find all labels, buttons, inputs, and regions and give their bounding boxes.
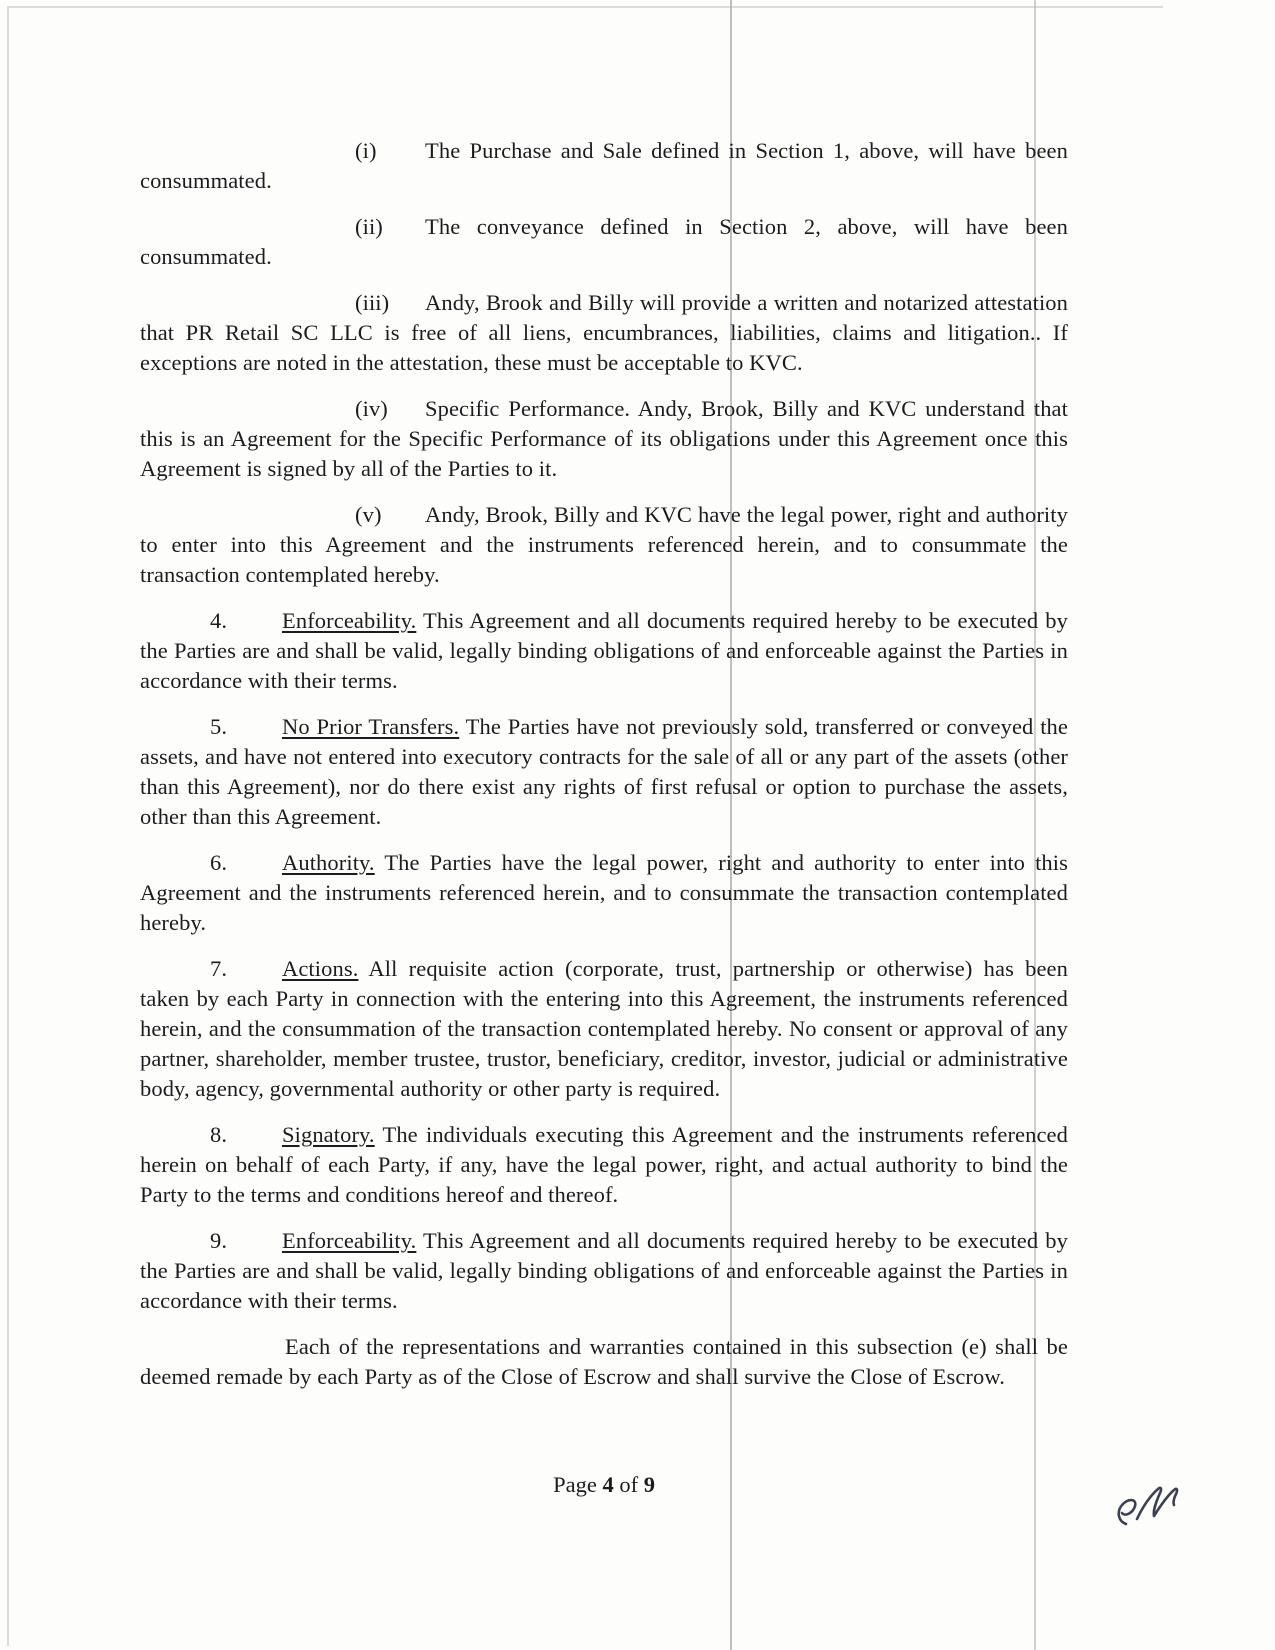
- paragraph-text: Specific Performance. Andy, Brook, Billy and KVC understand that this is an Agreement for the Specific Performance of its obligations under this Agreement once this Agreement is signed by all of the Parties to it.: [140, 396, 1068, 481]
- paragraph-heading: Actions.: [282, 956, 359, 981]
- paragraph-text: The Parties have the legal power, right and authority to enter into this Agreement and the instruments referenced herein, and to consummate the transaction contemplated hereby.: [140, 850, 1068, 935]
- paragraph: [140, 1120, 1068, 1210]
- paragraph-label: 6.: [210, 850, 228, 875]
- paragraph-heading: Authority.: [282, 850, 375, 875]
- footer-total-pages: 9: [643, 1472, 655, 1497]
- paragraph-label: (i): [355, 138, 377, 163]
- paragraph-label: 7.: [210, 956, 228, 981]
- handwritten-initials: [1110, 1480, 1192, 1540]
- paragraph-text: Andy, Brook and Billy will provide a written and notarized attestation that PR Retail SC LLC is free of all liens, encumbrances, liabilities, claims and litigation.. If exceptions are noted in the attestation, these must be acceptable to KVC.: [140, 290, 1068, 375]
- paragraph: [140, 288, 1068, 378]
- paragraph-label: 8.: [210, 1122, 228, 1147]
- paragraph-text: The Purchase and Sale defined in Section 1, above, will have been consummated.: [140, 138, 1068, 193]
- paragraph-text: This Agreement and all documents required hereby to be executed by the Parties are and shall be valid, legally binding obligations of and enforceable against the Parties in accordance with their terms.: [140, 608, 1068, 693]
- paragraph-label: 9.: [210, 1228, 228, 1253]
- paragraph: [140, 500, 1068, 590]
- paragraph: [140, 212, 1068, 272]
- scan-edge-left: [7, 6, 9, 1646]
- paragraph-label: (v): [355, 502, 382, 527]
- paragraph-label: (iii): [355, 290, 390, 315]
- paragraph-label: 5.: [210, 714, 228, 739]
- document-body: [140, 136, 1068, 1408]
- paragraph-heading: Enforceability.: [282, 608, 417, 633]
- footer-page-number: 4: [602, 1472, 614, 1497]
- paragraph-text: The Parties have not previously sold, transferred or conveyed the assets, and have not entered into executory contracts for the sale of all or any part of the assets (other than this Agreement), nor do there exist any rights of first refusal or option to purchase the assets, other than this Agreement.: [140, 714, 1068, 829]
- paragraph: [140, 136, 1068, 196]
- paragraph-text: All requisite action (corporate, trust, partnership or otherwise) has been taken by each Party in connection with the entering into this Agreement, the instruments referenced herein, and the consummation of the transaction contemplated hereby. No consent or approval of any partner, shareholder, member trustee, trustor, beneficiary, creditor, investor, judicial or administrative body, agency, governmental authority or other party is required.: [140, 956, 1068, 1101]
- footer-of-label: of: [613, 1472, 644, 1497]
- paragraph-label: (iv): [355, 396, 388, 421]
- footer-page-label: Page: [553, 1472, 603, 1497]
- scan-edge-top: [8, 6, 1163, 8]
- paragraph: [140, 1226, 1068, 1316]
- paragraph: [140, 954, 1068, 1104]
- paragraph-text: The individuals executing this Agreement and the instruments referenced herein on behalf of each Party, if any, have the legal power, right, and actual authority to bind the Party to the terms and conditions hereof and thereof.: [140, 1122, 1068, 1207]
- paragraph: [140, 712, 1068, 832]
- paragraph-text: Each of the representations and warranties contained in this subsection (e) shall be deemed remade by each Party as of the Close of Escrow and shall survive the Close of Escrow.: [140, 1334, 1068, 1389]
- paragraph-text: Andy, Brook, Billy and KVC have the legal power, right and authority to enter into this Agreement and the instruments referenced herein, and to consummate the transaction contemplated hereby.: [140, 502, 1068, 587]
- paragraph-text: This Agreement and all documents required hereby to be executed by the Parties are and shall be valid, legally binding obligations of and enforceable against the Parties in accordance with their terms.: [140, 1228, 1068, 1313]
- paragraph-label: (ii): [355, 214, 383, 239]
- paragraph-label: 4.: [210, 608, 228, 633]
- paragraph-heading: Signatory.: [282, 1122, 375, 1147]
- paragraph-heading: No Prior Transfers.: [282, 714, 460, 739]
- paragraph-heading: Enforceability.: [282, 1228, 417, 1253]
- paragraph: [140, 394, 1068, 484]
- paragraph: [140, 1332, 1068, 1392]
- paragraph-text: The conveyance defined in Section 2, above, will have been consummated.: [140, 214, 1068, 269]
- paragraph: [140, 606, 1068, 696]
- paragraph: [140, 848, 1068, 938]
- page-footer: [140, 1472, 1068, 1498]
